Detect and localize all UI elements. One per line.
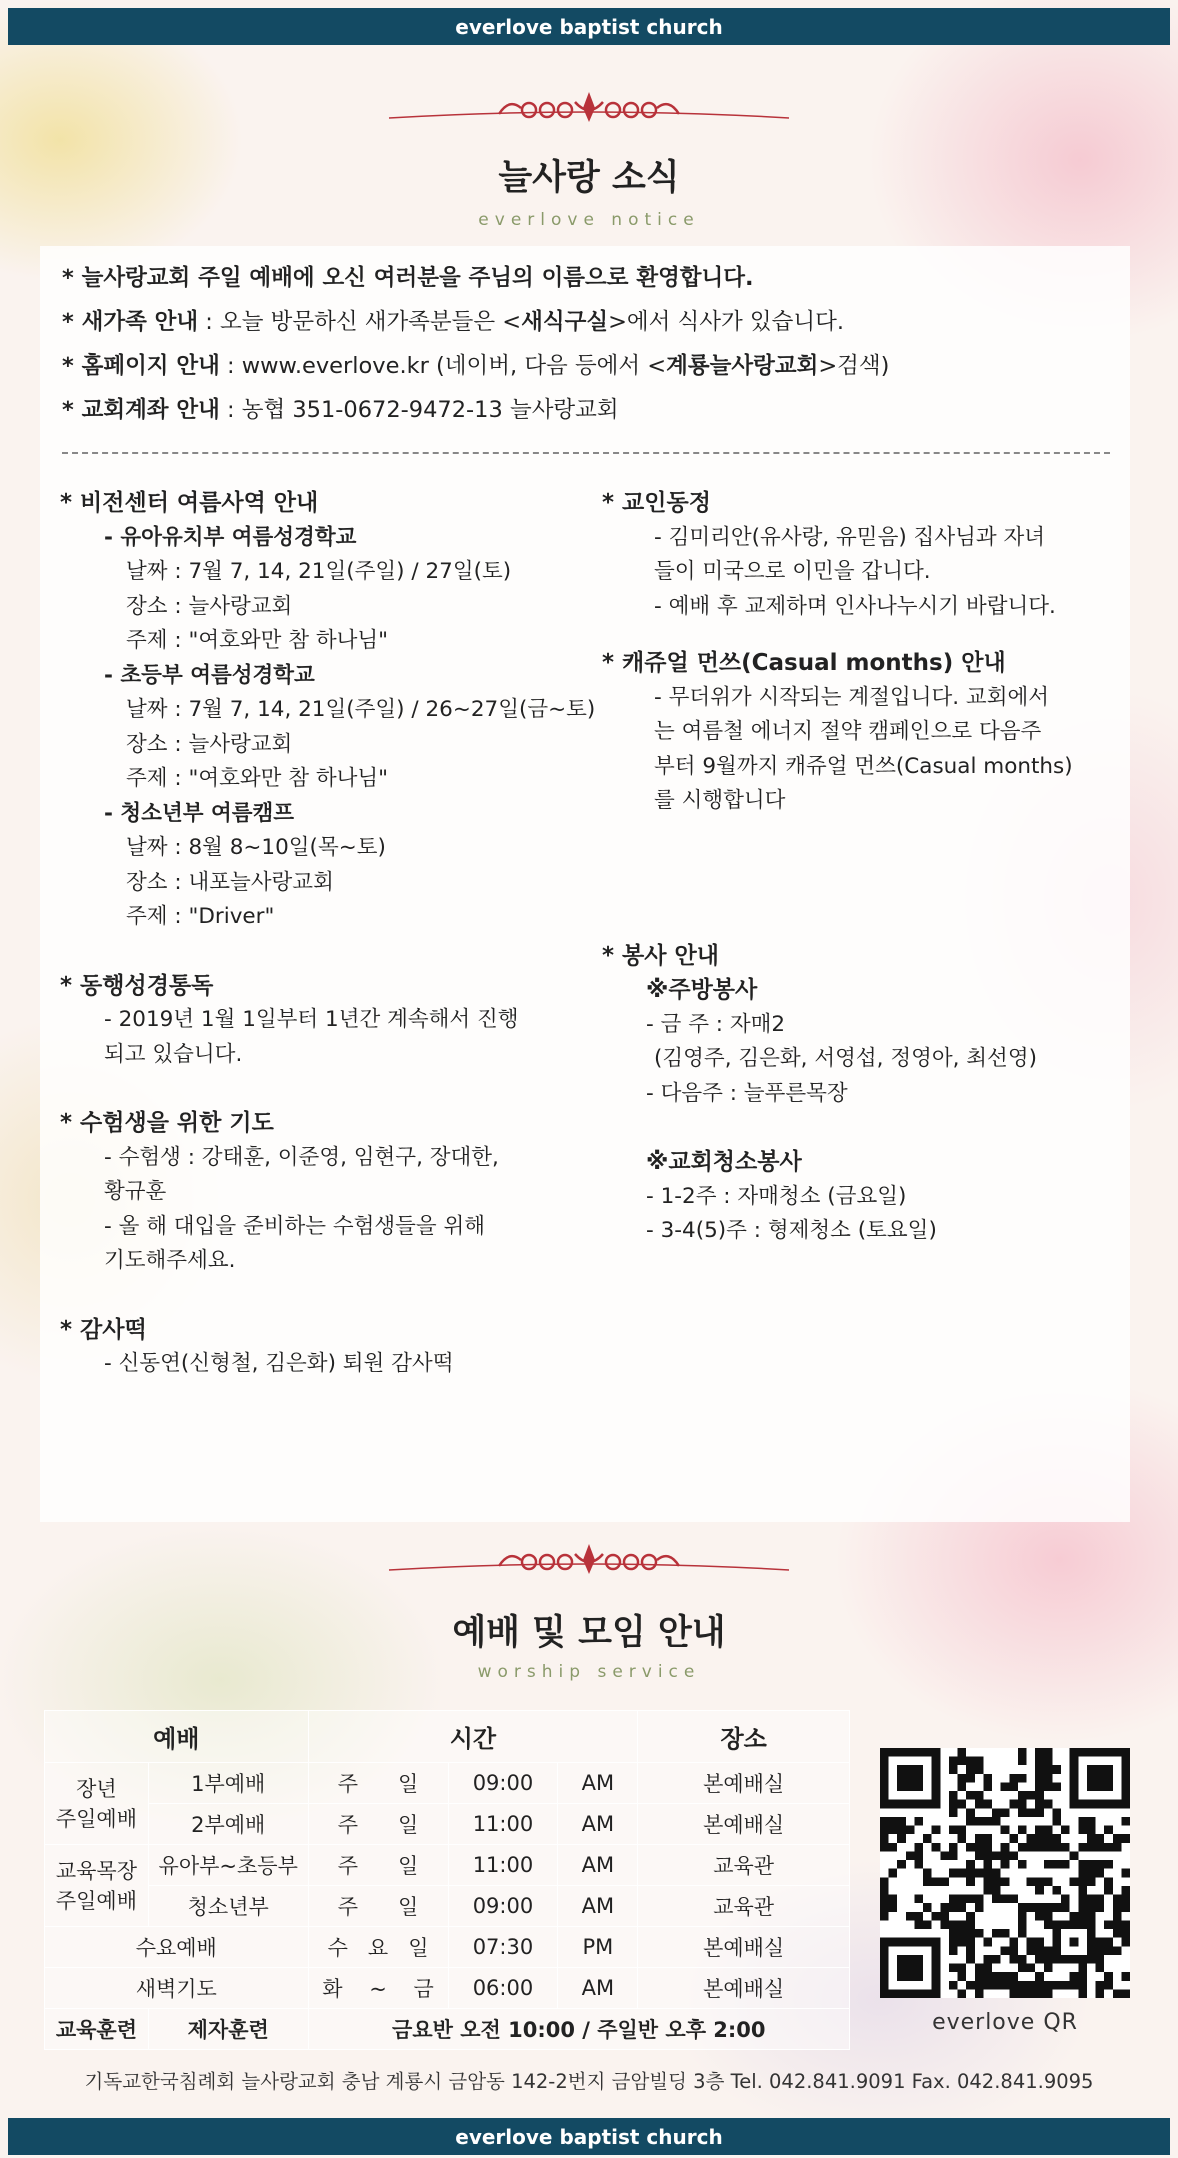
service-day: 주 일 [308, 1886, 448, 1927]
service-time: 07:30 [448, 1927, 558, 1968]
casual-line: 를 시행합니다 [654, 788, 786, 813]
table-row [45, 1804, 850, 1845]
vision-line: 장소 : 내포늘사랑교회 [126, 869, 334, 895]
notice-ornament [0, 88, 1178, 128]
service-head: * 봉사 안내 [602, 942, 719, 969]
vision-block-name: - 초등부 여름성경학교 [104, 662, 315, 688]
footer-bar [8, 2118, 1170, 2155]
service-name: 유아부~초등부 [148, 1845, 308, 1886]
members-line: - 김미리안(유사랑, 유믿음) 집사님과 자녀 [654, 524, 1046, 550]
prayer-line: - 수험생 : 강태훈, 이준영, 임현구, 장대한, [104, 1144, 499, 1170]
service-name: 새벽기도 [45, 1968, 309, 2009]
service-day: 주 일 [308, 1845, 448, 1886]
notice-item [62, 300, 1112, 344]
kitchen-head: ※주방봉사 [646, 977, 758, 1003]
service-time: 09:00 [448, 1763, 558, 1804]
table-row [45, 1845, 850, 1886]
notice-item-text: : 농협 351-0672-9472-13 늘사랑교회 [219, 397, 619, 423]
prayer-line: 황규훈 [104, 1179, 167, 1204]
service-name: 수요예배 [45, 1927, 309, 1968]
service-time: 06:00 [448, 1968, 558, 2009]
service-day: 화 ~ 금 [308, 1968, 448, 2009]
service-day: 주 일 [308, 1804, 448, 1845]
service-ampm: PM [558, 1927, 638, 1968]
kitchen-line: (김영주, 김은화, 서영섭, 정영아, 최선영) [654, 1046, 1037, 1071]
footer-church-name: everlove baptist church [455, 2124, 723, 2149]
notice-item [62, 256, 1112, 300]
service-place: 교육관 [638, 1845, 850, 1886]
service-name: 1부예배 [148, 1763, 308, 1804]
header-place: 장소 [638, 1711, 850, 1763]
worship-ornament [0, 1540, 1178, 1580]
casual-head: * 캐쥬얼 먼쓰(Casual months) 안내 [602, 650, 1006, 676]
service-name: 2부예배 [148, 1804, 308, 1845]
members-line: 들이 미국으로 이민을 갑니다. [654, 559, 931, 584]
vision-line: 날짜 : 8월 8~10일(목~토) [126, 835, 386, 860]
header-church-name: everlove baptist church [455, 14, 723, 39]
group-adult: 장년 주일예배 [45, 1763, 149, 1845]
bible-head: * 동행성경통독 [60, 972, 214, 999]
notice-item-label: * 홈페이지 안내 [62, 353, 220, 379]
training-label: 교육훈련 [45, 2009, 149, 2050]
worship-subtitle: worship service [477, 1662, 701, 1682]
header-service: 예배 [45, 1711, 309, 1763]
service-ampm: AM [558, 1968, 638, 2009]
vision-line: 장소 : 늘사랑교회 [126, 593, 293, 619]
prayer-line: 기도해주세요. [104, 1248, 236, 1273]
table-row [45, 1886, 850, 1927]
members-head: * 교인동정 [602, 490, 711, 516]
service-ampm: AM [558, 1763, 638, 1804]
right-column [602, 486, 1122, 1249]
table-row [45, 1763, 850, 1804]
kitchen-line: - 금 주 : 자매2 [646, 1011, 786, 1037]
thanks-line: - 신동연(신형철, 김은화) 퇴원 감사떡 [104, 1351, 454, 1376]
notice-item-text: * 늘사랑교회 주일 예배에 오신 여러분을 주님의 이름으로 환영합니다. [62, 265, 754, 291]
cleaning-line: - 1-2주 : 자매청소 (금요일) [646, 1183, 907, 1209]
header-bar [8, 8, 1170, 45]
service-time: 11:00 [448, 1845, 558, 1886]
notice-item-text: : www.everlove.kr (네이버, 다음 등에서 < [219, 353, 667, 379]
notice-item-label: * 교회계좌 안내 [62, 397, 220, 423]
group-edu: 교육목장 주일예배 [45, 1845, 149, 1927]
members-line: - 예배 후 교제하며 인사나누시기 바랍니다. [654, 593, 1056, 619]
vision-line: 장소 : 늘사랑교회 [126, 731, 293, 757]
bible-line: - 2019년 1월 1일부터 1년간 계속해서 진행 [104, 1007, 519, 1032]
service-time: 11:00 [448, 1804, 558, 1845]
notice-item-label: * 새가족 안내 [62, 309, 199, 335]
notice-item-strong: 계룡늘사랑교회 [666, 353, 819, 379]
notice-item [62, 388, 1112, 432]
service-place: 본예배실 [638, 1804, 850, 1845]
vision-line: 날짜 : 7월 7, 14, 21일(주일) / 26~27일(금~토) [126, 697, 596, 722]
training-name: 제자훈련 [148, 2009, 308, 2050]
service-place: 본예배실 [638, 1968, 850, 2009]
vision-line: 주제 : "여호와만 참 하나님" [126, 766, 389, 791]
notice-item-text: >에서 식사가 있습니다. [608, 309, 845, 335]
notice-item-text: >검색) [818, 353, 890, 379]
notice-title: 늘사랑 소식 [498, 157, 680, 198]
prayer-head: * 수험생을 위한 기도 [60, 1110, 274, 1136]
service-ampm: AM [558, 1804, 638, 1845]
service-day: 주 일 [308, 1763, 448, 1804]
casual-line: - 무더위가 시작되는 계절입니다. 교회에서 [654, 684, 1050, 710]
vision-line: 주제 : "여호와만 참 하나님" [126, 628, 389, 653]
footer-address: 기독교한국침례회 늘사랑교회 충남 계룡시 금암동 142-2번지 금암빌딩 3층 Tel. 042.841.9091 Fax. 042.841.9095 [84, 2070, 1094, 2093]
vision-block-name: - 유아유치부 여름성경학교 [104, 524, 357, 550]
header-time: 시간 [308, 1711, 638, 1763]
notice-item-text: : 오늘 방문하신 새가족분들은 < [198, 309, 522, 335]
qr-code-icon[interactable] [880, 1748, 1130, 1998]
casual-line: 부터 9월까지 캐쥬얼 먼쓰(Casual months) [654, 753, 1073, 779]
service-place: 본예배실 [638, 1763, 850, 1804]
service-place: 본예배실 [638, 1927, 850, 1968]
table-header-row [45, 1711, 850, 1763]
service-name: 청소년부 [148, 1886, 308, 1927]
table-row [45, 1968, 850, 2009]
qr-block [880, 1748, 1130, 2035]
service-ampm: AM [558, 1886, 638, 1927]
left-column [60, 486, 620, 1382]
vision-block-name: - 청소년부 여름캠프 [104, 800, 295, 826]
thanks-head: * 감사떡 [60, 1316, 147, 1343]
notice-item-strong: 새식구실 [521, 309, 609, 335]
table-row [45, 1927, 850, 1968]
cleaning-line: - 3-4(5)주 : 형제청소 (토요일) [646, 1218, 937, 1243]
notice-list [62, 256, 1112, 432]
worship-table [44, 1710, 850, 2050]
bible-line: 되고 있습니다. [104, 1041, 243, 1067]
prayer-line: - 올 해 대입을 준비하는 수험생들을 위해 [104, 1213, 486, 1239]
service-day: 수 요 일 [308, 1927, 448, 1968]
service-place: 교육관 [638, 1886, 850, 1927]
divider [62, 452, 1110, 454]
kitchen-line: - 다음주 : 늘푸른목장 [646, 1080, 848, 1106]
notice-subtitle: everlove notice [478, 210, 700, 230]
worship-title: 예배 및 모임 안내 [452, 1612, 726, 1653]
service-time: 09:00 [448, 1886, 558, 1927]
cleaning-head: ※교회청소봉사 [646, 1149, 802, 1175]
vision-head: * 비전센터 여름사역 안내 [60, 490, 319, 516]
service-ampm: AM [558, 1845, 638, 1886]
qr-label: everlove QR [932, 2010, 1078, 2035]
casual-line: 는 여름철 에너지 절약 캠페인으로 다음주 [654, 719, 1042, 744]
table-row [45, 2009, 850, 2050]
vision-line: 주제 : "Driver" [126, 904, 275, 929]
vision-line: 날짜 : 7월 7, 14, 21일(주일) / 27일(토) [126, 559, 512, 584]
training-time: 금요반 오전 10:00 / 주일반 오후 2:00 [308, 2009, 849, 2050]
notice-item [62, 344, 1112, 388]
notice-panel [40, 246, 1130, 1522]
